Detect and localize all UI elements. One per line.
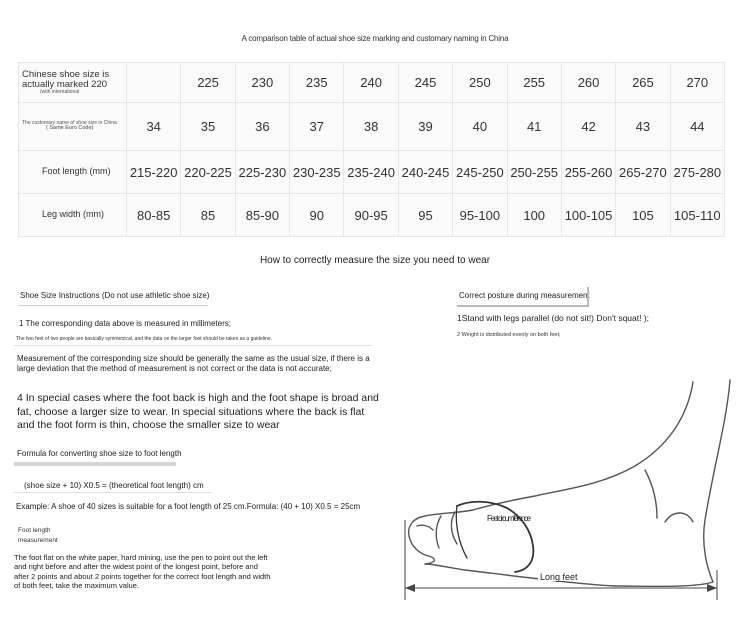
divider — [14, 345, 372, 346]
table-cell: 240 — [344, 63, 398, 103]
table-cell: 260 — [561, 63, 615, 103]
arrow-head — [405, 584, 415, 592]
formula-heading: Formula for converting shoe size to foot length — [17, 449, 182, 458]
table-cell: 245-250 — [453, 151, 507, 194]
table-cell: 39 — [398, 103, 452, 151]
foot-outline — [409, 516, 435, 564]
instruction-note: The two feet of two people are basically symmetrical, and the data on the larger foot should be taken as a guideline. — [16, 336, 272, 342]
table-cell: 41 — [507, 103, 561, 151]
table-cell: 95 — [398, 194, 452, 237]
table-row — [19, 151, 725, 194]
table-row — [19, 194, 725, 237]
feet-circumference-label: Feet circumference — [487, 514, 531, 523]
table-cell: 105 — [616, 194, 670, 237]
size-table — [18, 62, 725, 237]
table-cell: 100 — [507, 194, 561, 237]
posture-item-1: 1Stand with legs parallel (do not sit!) Don't squat! ); — [457, 313, 650, 323]
table-cell: 230 — [235, 63, 289, 103]
instruction-item-1: 1 The corresponding data above is measured in millimeters; — [19, 319, 231, 328]
foot-outline — [535, 382, 693, 496]
table-cell: 100-105 — [561, 194, 615, 237]
instruction-item-4: 4 In special cases where the foot back is high and the foot shape is broad and fat, choose a larger size to wear. In special situations where the back is flat and the foot form is thin, choose the smaller size to wear — [17, 392, 379, 432]
table-cell: 90-95 — [344, 194, 398, 237]
table-cell: 235 — [290, 63, 344, 103]
table-cell: 42 — [561, 103, 615, 151]
posture-heading: Correct posture during measurement — [459, 291, 590, 300]
table-row — [19, 63, 725, 103]
row-label: Foot length (mm) — [19, 151, 127, 194]
table-cell: 225 — [181, 63, 235, 103]
table-cell: 36 — [235, 103, 289, 151]
foot-outline — [417, 525, 433, 530]
foot-length-text: The foot flat on the white paper, hard mining, use the pen to point out the left and right before and after the widest point of the longest point, before and after 2 points and about 2 points together for the correct foot length and width of both feet, take the maximum value. — [14, 553, 271, 591]
foot-outline — [665, 513, 693, 522]
table-cell: 35 — [181, 103, 235, 151]
table-cell: 230-235 — [290, 151, 344, 194]
table-cell: 105-110 — [670, 194, 724, 237]
table-cell: 85-90 — [235, 194, 289, 237]
table-cell: 240-245 — [398, 151, 452, 194]
table-cell: 270 — [670, 63, 724, 103]
table-cell: 265-270 — [616, 151, 670, 194]
table-cell: 80-85 — [127, 194, 181, 237]
instructions-heading: Shoe Size Instructions (Do not use athletic shoe size) — [20, 291, 210, 300]
table-cell: 225-230 — [235, 151, 289, 194]
table-cell: 275-280 — [670, 151, 724, 194]
table-cell: 235-240 — [344, 151, 398, 194]
table-cell: 245 — [398, 63, 452, 103]
table-cell: 265 — [616, 63, 670, 103]
foot-length-heading: Foot length measurement — [18, 527, 58, 544]
long-feet-label: Long feet — [540, 572, 578, 582]
table-cell: 250 — [453, 63, 507, 103]
row-label: Leg width (mm) — [19, 194, 127, 237]
arrow-head — [707, 584, 717, 592]
divider — [14, 492, 212, 493]
table-row — [19, 103, 725, 151]
circumference-loop — [456, 506, 467, 558]
table-cell: 85 — [181, 194, 235, 237]
row-label: The customary name of shoe size in China ( Same Euro Code) — [19, 103, 127, 151]
table-cell: 90 — [290, 194, 344, 237]
table-cell: 34 — [127, 103, 181, 151]
formula-text: (shoe size + 10) X0.5 = (theoretical foot length) cm — [24, 481, 204, 490]
table-cell: 43 — [616, 103, 670, 151]
table-cell: 37 — [290, 103, 344, 151]
row-label: Chinese shoe size is actually marked 220 (with international — [19, 63, 127, 103]
table-cell: 95-100 — [453, 194, 507, 237]
table-cell: 250-255 — [507, 151, 561, 194]
table-cell: 255 — [507, 63, 561, 103]
divider — [18, 305, 208, 306]
foot-outline — [425, 496, 535, 516]
foot-outline — [436, 516, 441, 548]
table-cell: 38 — [344, 103, 398, 151]
table-cell: 220-225 — [181, 151, 235, 194]
divider — [14, 462, 176, 466]
posture-item-2: 2 Weight is distributed evenly on both feet; — [457, 332, 561, 338]
table-cell: 215-220 — [127, 151, 181, 194]
foot-outline — [645, 470, 657, 518]
measurement-note: Measurement of the corresponding size should be generally the same as the usual size, if there is a large deviation that the method of measurement is not correct or the data is not accurate; — [17, 354, 370, 373]
foot-illustration — [395, 350, 740, 610]
table-cell: 44 — [670, 103, 724, 151]
page-title: A comparison table of actual shoe size marking and customary naming in China — [241, 34, 509, 43]
table-cell: 255-260 — [561, 151, 615, 194]
formula-example: Example: A shoe of 40 sizes is suitable for a foot length of 25 cm.Formula: (40 + 10) X0.5 = 25cm — [16, 502, 361, 511]
heading-frame — [457, 287, 589, 307]
table-cell: 40 — [453, 103, 507, 151]
foot-outline — [615, 380, 730, 586]
section-heading: How to correctly measure the size you need to wear — [259, 255, 491, 266]
table-cell — [127, 63, 181, 103]
circumference-loop — [457, 502, 533, 572]
